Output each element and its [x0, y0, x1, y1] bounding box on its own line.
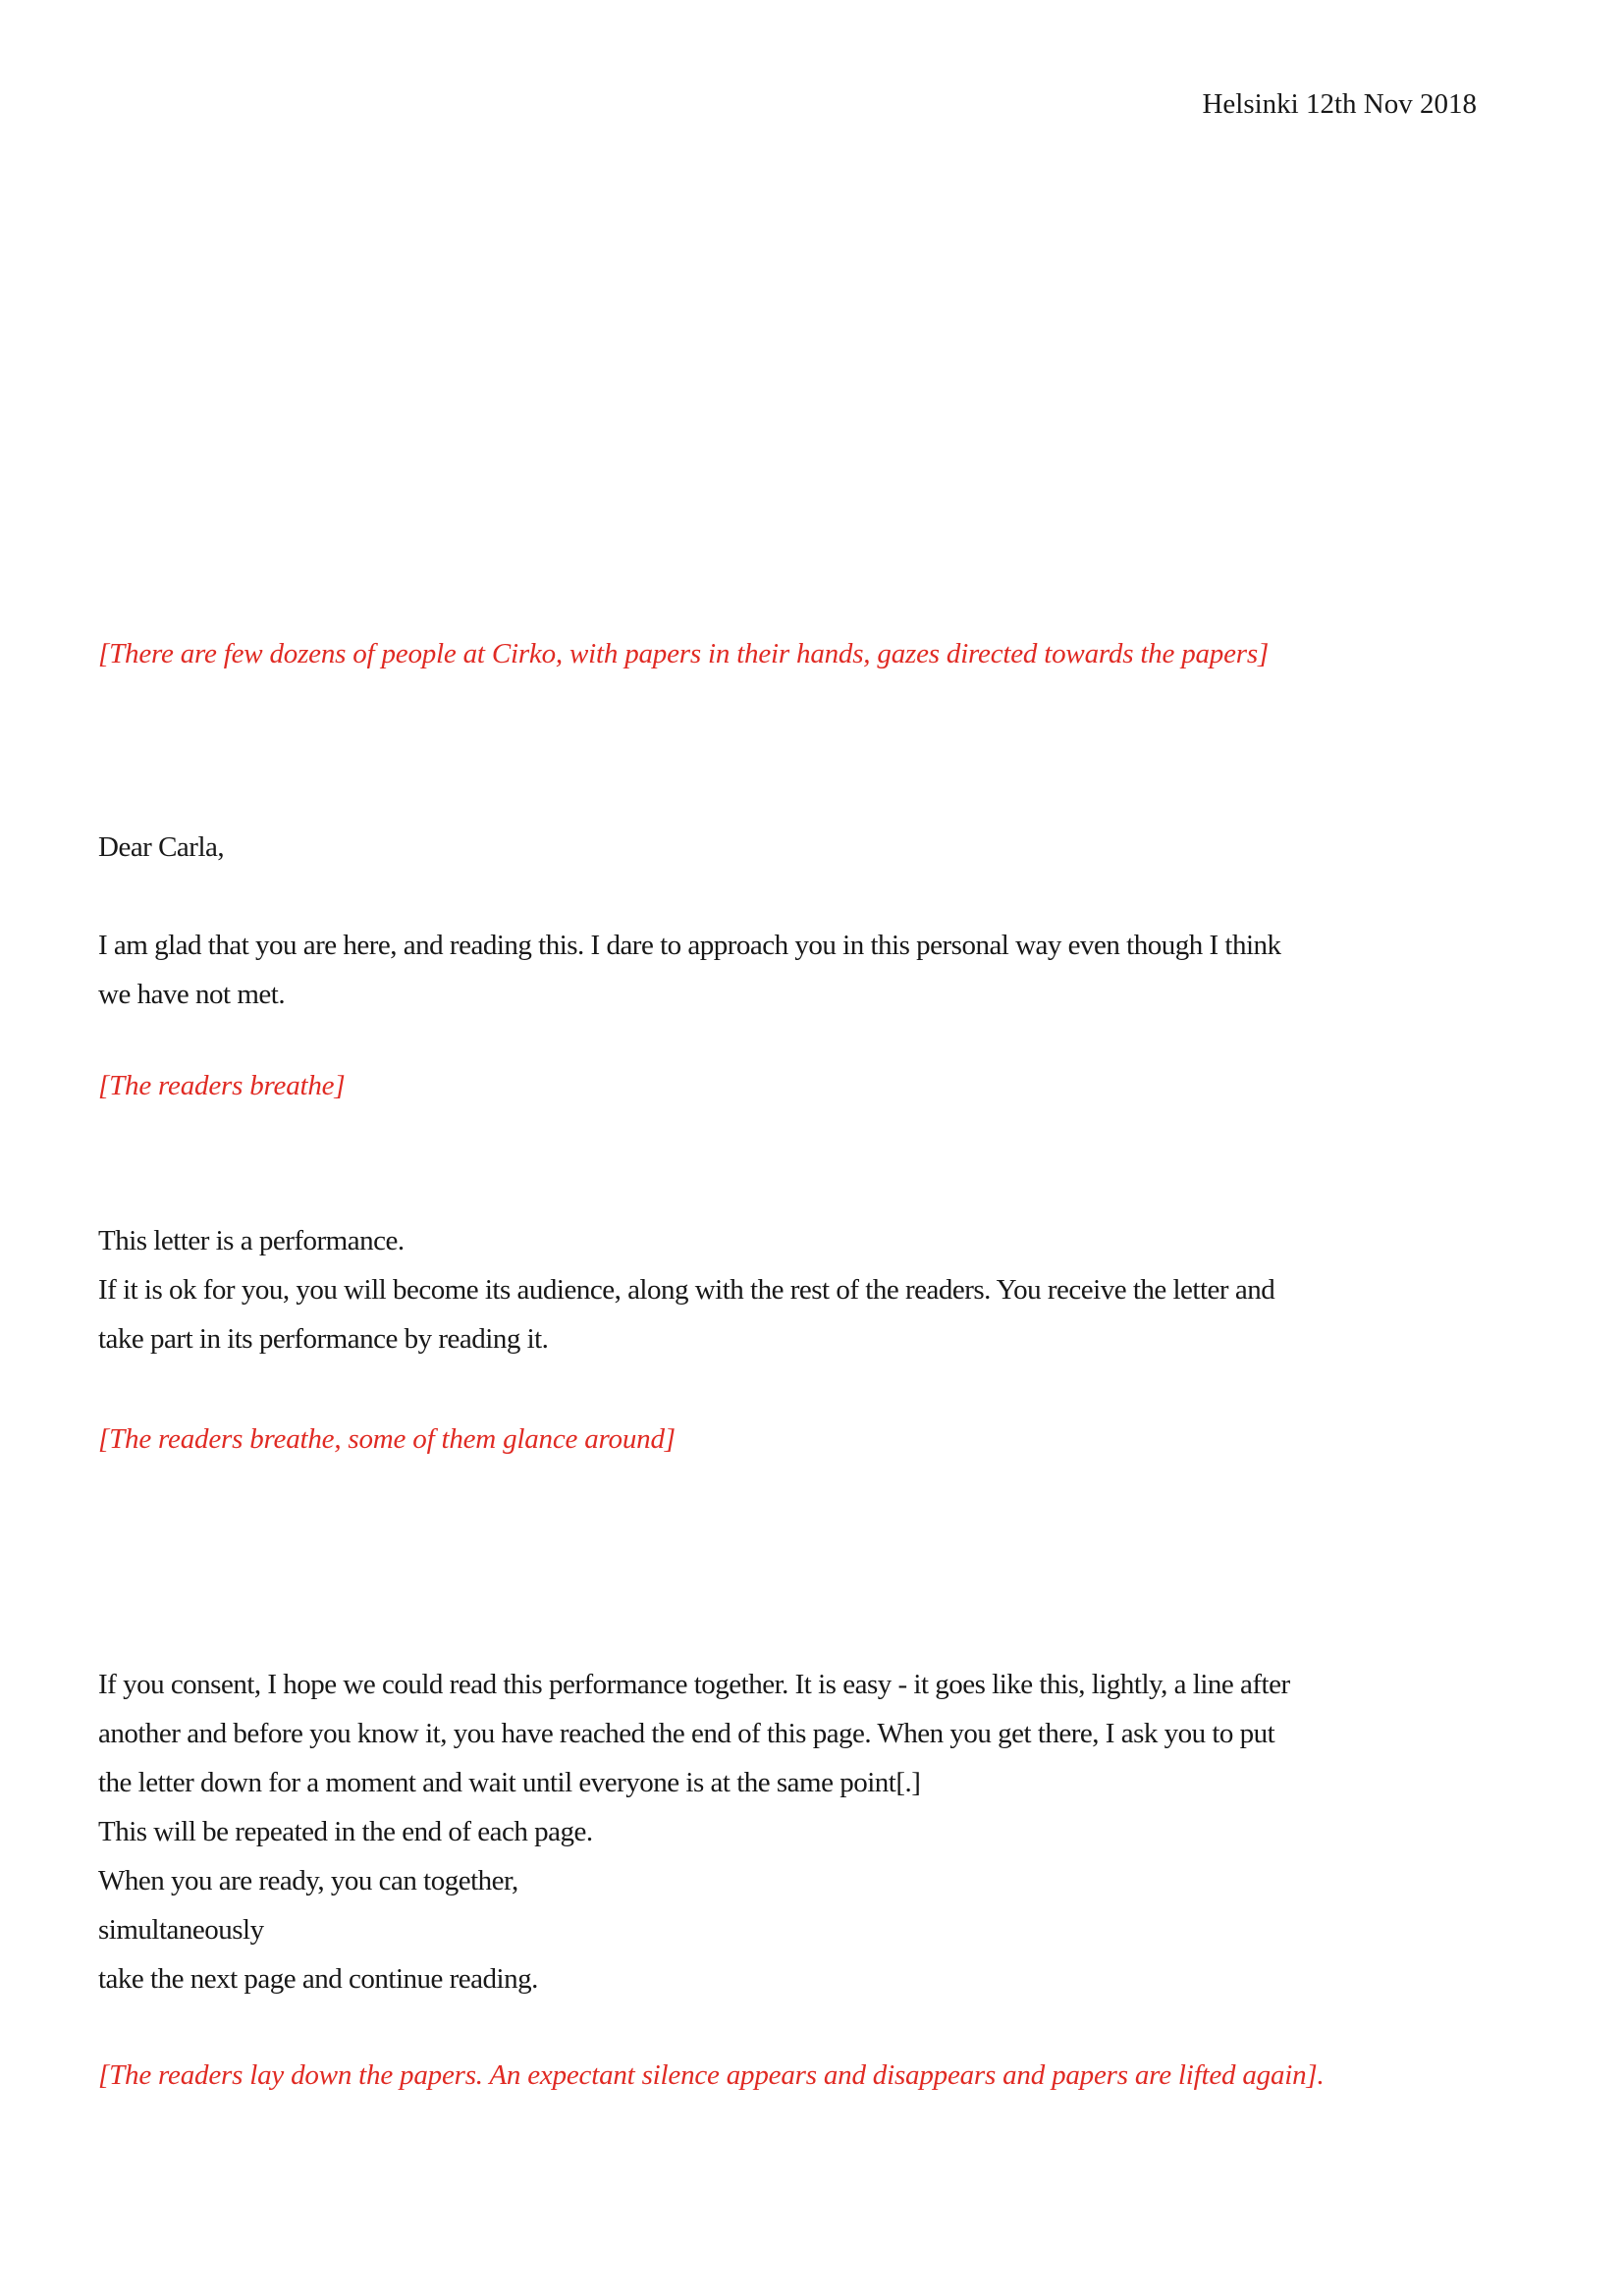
salutation: Dear Carla,: [98, 831, 225, 863]
paragraph-performance: [98, 1216, 1532, 1363]
paragraph-performance-line-2: If it is ok for you, you will become its audience, along with the rest of the readers. You receive the letter and: [98, 1274, 1275, 1306]
paragraph-instructions-line-4: This will be repeated in the end of each page.: [98, 1816, 593, 1847]
paragraph-instructions-line-6: simultaneously: [98, 1914, 264, 1946]
date-line: Helsinki 12th Nov 2018: [1202, 88, 1477, 120]
paragraph-instructions: [98, 1660, 1532, 2003]
paragraph-intro-line-1: I am glad that you are here, and reading this. I dare to approach you in this personal way even though I think: [98, 930, 1281, 961]
stage-direction-glance: [The readers breathe, some of them glance around]: [98, 1423, 676, 1455]
paragraph-intro: [98, 921, 1532, 1019]
stage-direction-breathe: [The readers breathe]: [98, 1070, 346, 1101]
paragraph-instructions-line-7: take the next page and continue reading.: [98, 1963, 538, 1995]
paragraph-intro-line-2: we have not met.: [98, 979, 286, 1010]
paragraph-instructions-line-5: When you are ready, you can together,: [98, 1865, 518, 1896]
paragraph-instructions-line-2: another and before you know it, you have reached the end of this page. When you get there, I ask you to put: [98, 1718, 1275, 1749]
stage-direction-closing: [The readers lay down the papers. An expectant silence appears and disappears and papers are lifted again].: [98, 2059, 1325, 2091]
salutation-block: [98, 823, 1532, 872]
paragraph-performance-line-3: take part in its performance by reading it.: [98, 1323, 549, 1355]
paragraph-instructions-line-1: If you consent, I hope we could read this performance together. It is easy - it goes like this, lightly, a line after: [98, 1669, 1290, 1700]
paragraph-performance-line-1: This letter is a performance.: [98, 1225, 405, 1256]
stage-direction-opening: [There are few dozens of people at Cirko, with papers in their hands, gazes directed towards the papers]: [98, 638, 1270, 669]
paragraph-instructions-line-3: the letter down for a moment and wait until everyone is at the same point[.]: [98, 1767, 921, 1798]
